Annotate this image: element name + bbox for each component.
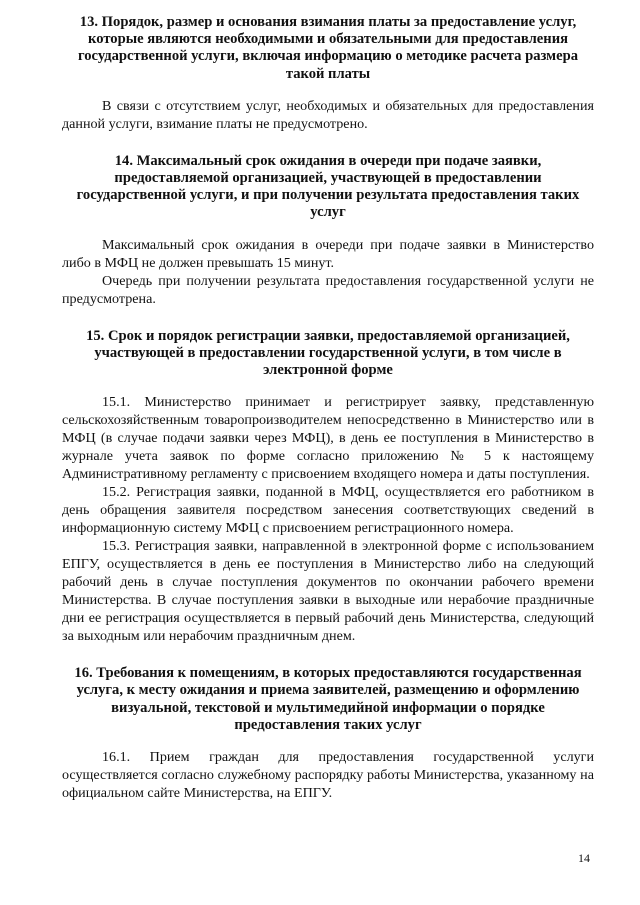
document-page bbox=[62, 14, 594, 802]
section-14-heading: 14. Максимальный срок ожидания в очереди при подаче заявки, предоставляемой организацией, участвующей в предоставлении государственной услуги, и при получении результата предоставления таких услуг bbox=[76, 152, 580, 221]
section-16-heading: 16. Требования к помещениям, в которых предоставляются государственная услуга, к месту ожидания и приема заявителей, размещению и оформлению визуальной, текстовой и мультимедийной информации о порядке предоставления таких услуг bbox=[74, 665, 582, 733]
section-15-paragraph-3: 15.3. Регистрация заявки, направленной в электронной форме с использованием ЕПГУ, осуществляется в день ее поступления в Министерство либо на следующий рабочий день в случае поступления документов по окончании рабочего времени Министерства. В случае поступления заявки в выходные или нерабочие праздничные дни ее регистрация осуществляется в первый рабочий день Министерства, следующий за выходным или нерабочим праздничным днем. bbox=[62, 538, 594, 645]
section-15-paragraph-1: 15.1. Министерство принимает и регистрирует заявку, представленную сельскохозяйственным товаропроизводителем непосредственно в Министерство или в МФЦ (в случае подачи заявки через МФЦ), в день ее поступления в Министерство в журнале учета заявок по форме согласно приложению № 5 к настоящему Административному регламенту с присвоением входящего номера и даты поступления. bbox=[62, 394, 594, 483]
section-13-heading: 13. Порядок, размер и основания взимания платы за предоставление услуг, которые являются необходимыми и обязательными для предоставления государственной услуги, включая информацию о методике расчета размера такой платы bbox=[77, 14, 579, 82]
section-13-paragraph: В связи с отсутствием услуг, необходимых и обязательных для предоставления данной услуги, взимание платы не предусмотрено. bbox=[62, 97, 594, 132]
section-15-paragraph-2: 15.2. Регистрация заявки, поданной в МФЦ, осуществляется его работником в день обращения заявителя посредством занесения соответствующих сведений в информационную систему МФЦ с присвоением регистрационного номера. bbox=[62, 484, 594, 537]
section-16-paragraph-1: 16.1. Прием граждан для предоставления государственной услуги осуществляется согласно служебному распорядку работы Министерства, указанному на официальном сайте Министерства, на ЕПГУ. bbox=[62, 749, 594, 802]
section-15-heading: 15. Срок и порядок регистрации заявки, предоставляемой организацией, участвующей в предоставлении государственной услуги, в том числе в электронной форме bbox=[86, 327, 570, 379]
section-14-paragraph-2: Очередь при получении результата предоставления государственной услуги не предусмотрена. bbox=[62, 272, 594, 307]
page-number: 14 bbox=[578, 851, 590, 865]
section-14-paragraph-1: Максимальный срок ожидания в очереди при подаче заявки в Министерство либо в МФЦ не должен превышать 15 минут. bbox=[62, 236, 594, 271]
